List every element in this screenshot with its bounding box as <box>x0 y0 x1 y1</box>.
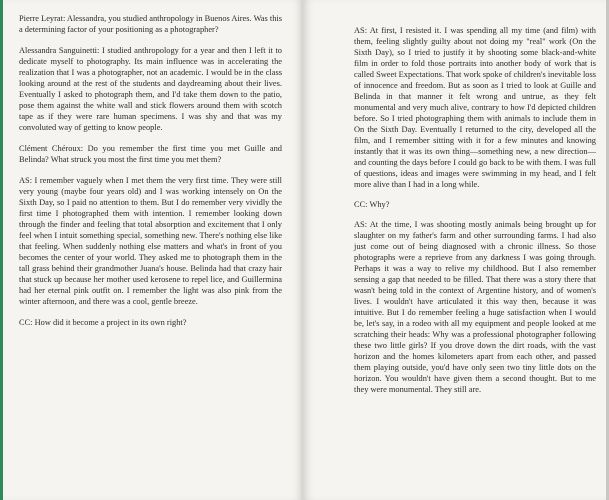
paragraph: CC: Why? <box>354 200 390 209</box>
paragraph: AS: At the time, I was shooting mostly animals being brought up for slaughter on my father's farm and other surrounding farms. I had also just come out of being diagnosed with a chronic illness. So those photographs were a reprieve from any darkness I was going through. Perhaps it was a way to relive my childhood. But I also remember sensing a gap that needed to be filled. That there was a story there that wasn't being told in the context of Argentine history, and of women's lives. I wouldn't have articulated it this way then, because it was intuitive. But I do remember feeling a huge satisfaction when I would be, let's say, in a rodeo with all my equipment and people looked at me scratching their heads: Why was a professional photographer following these two little girls? If you drove down the dirt roads, with the vast horizon and the homes kilometers apart from each other, and passed them playing outside, you'd have only seen two tiny little dots on the horizon. You wouldn't have given them a second thought. But to me they were monumental. They still are. <box>354 220 596 394</box>
paragraph: AS: At first, I resisted it. I was spending all my time (and film) with them, feeling slightly guilty about not doing my "real" work (On the Sixth Day), so I tried to justify it by shooting some black-and-white film in order to fold those portraits into another body of work that is called Sweet Expectations. That work spoke of children's inevitable loss of innocence and freedom. But as soon as I tried to look at Guille and Belinda in that manner it felt wrong and untrue, as they felt monumental and very much alive, contrary to how I'd depicted children before. So I tried photographing them with animals to include them in On the Sixth Day. Eventually I returned to the city, developed all the film, and I remember sitting with it for a few minutes and knowing instantly that it was its own thing—something new, a new direction—and counting the days before I could go back to be with them. I was full of questions, ideas and images were swimming in my head, and I felt more alive than I had in a long while. <box>354 26 596 189</box>
green-page-edge <box>0 0 3 500</box>
right-page <box>304 0 609 500</box>
left-page-text <box>19 13 282 338</box>
paragraph: CC: How did it become a project in its own right? <box>19 318 187 327</box>
paragraph: AS: I remember vaguely when I met them the very first time. They were still very young (maybe four years old) and I was working intensely on On the Sixth Day, so I paid no attention to them. But I do remember very vividly the first time I photographed them with intention. I remember looking down through the finder and feeling that total absorption and excitement that I only feel when I intuit something special, something new. There's nothing else like that feeling. When suddenly nothing else matters and what's in front of you becomes the center of your world. They asked me to photograph them in the tall grass behind their grandmother Juana's house. Belinda had that crazy hair that stuck up because her mother used kerosene to repel lice, and Guillermina had her eternal pink outfit on. I remember the light was also pink from the winter afternoon, and there was a cool, gentle breeze. <box>19 176 282 306</box>
left-page <box>0 0 302 500</box>
paragraph: Pierre Leyrat: Alessandra, you studied anthropology in Buenos Aires. Was this a determining factor of your positioning as a photographer? <box>19 14 282 34</box>
right-page-text <box>354 25 596 404</box>
paragraph: Clément Chéroux: Do you remember the first time you met Guille and Belinda? What struck you most the first time you met them? <box>19 144 282 164</box>
paragraph: Alessandra Sanguinetti: I studied anthropology for a year and then I left it to dedicate myself to photography. Its main influence was in accelerating the realization that I was a photographer, not an academic. I would be in the class looking around at the rest of the students and daydreaming about their lives. Eventually I asked to photograph them, and I'd take them down to the patio, pose them against the white wall and stick flowers around them with scotch tape as if they were rare human specimens. I was shy and that was my convoluted way of getting to know people. <box>19 46 282 132</box>
